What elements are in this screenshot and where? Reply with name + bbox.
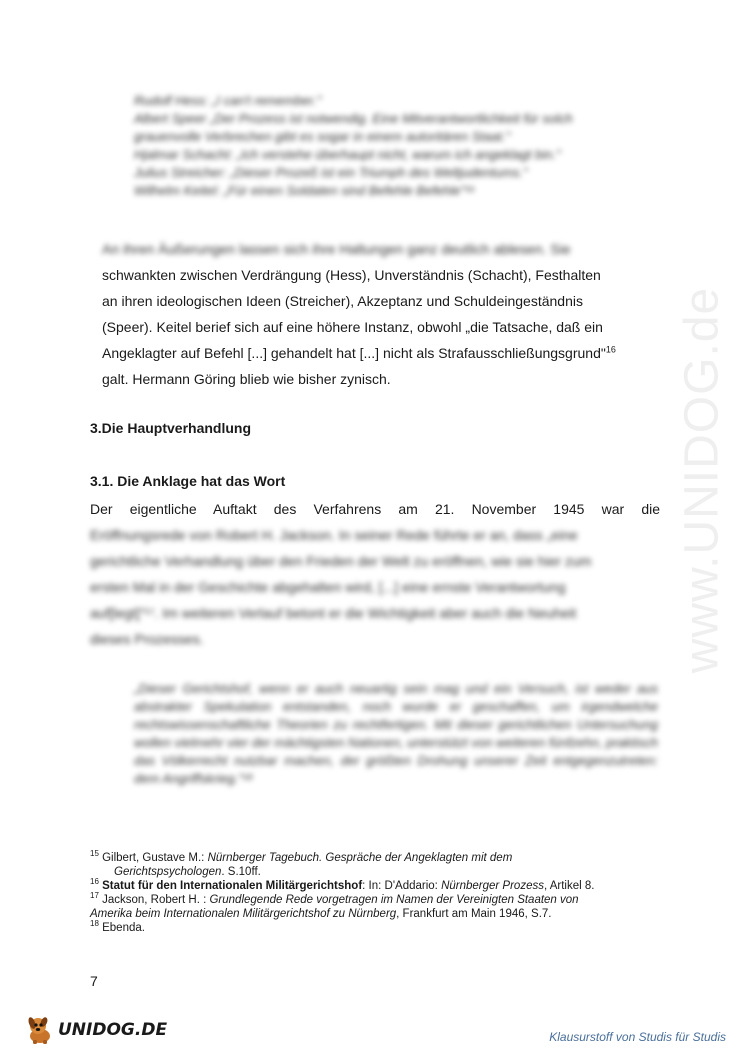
quote-line: Albert Speer „Der Prozess ist notwendig. Eine Mitverantwortlichkeit für solch <box>134 111 573 126</box>
unidog-logo[interactable] <box>24 1012 167 1048</box>
footnote-author: Gilbert, Gustave M.: <box>102 852 208 864</box>
footnote-number: 15 <box>90 849 99 859</box>
section-heading: 3.Die Hauptverhandlung <box>90 420 252 436</box>
footnote-15 <box>90 851 650 879</box>
paragraph-line: an ihren ideologischen Ideen (Streicher), Akzeptanz und Schuldeingeständnis <box>102 293 583 309</box>
paragraph-line: Der eigentliche Auftakt des Verfahrens am 21. November 1945 war die <box>90 501 660 517</box>
logo-text: UNIDOG.DE <box>58 1020 168 1040</box>
subsection-heading: 3.1. Die Anklage hat das Wort <box>90 473 286 489</box>
footnotes <box>90 851 650 935</box>
page-number: 7 <box>90 973 98 989</box>
blurred-quote-block <box>134 92 654 200</box>
footnote-number: 16 <box>90 877 99 887</box>
footer-slogan: Klausurstoff von Studis für Studis <box>549 1030 726 1044</box>
paragraph-line: galt. Hermann Göring blieb wie bisher zynisch. <box>102 371 391 387</box>
blurred-paragraph-block <box>90 522 660 652</box>
paragraph-line-blurred: An ihren Äußerungen lassen sich ihre Haltungen ganz deutlich ablesen. Sie <box>102 241 571 257</box>
quote-line: Rudolf Hess: „I can't remember." <box>134 93 322 108</box>
footnote-rest: . S.10ff. <box>221 866 261 878</box>
blurred-block-quote: „Dieser Gerichtshof, wenn er auch neuartig sein mag und ein Versuch, ist weder aus abstrakter Spekulation entstanden, noch wurde er geschaffen, um irgendwelche rechtswissenschaftliche Theorien zu rechtfertigen. Mit dieser gerichtlichen Untersuchung wollen vielmehr vier der mächtigsten Nationen, unterstützt von weiteren fünfzehn, praktisch das Völkerrecht nutzbar machen, der größten Drohung unserer Zeit entgegenzutreten: dem Angriffskrieg."¹⁸ <box>134 681 658 786</box>
footnote-18 <box>90 921 650 935</box>
footnote-number: 17 <box>90 891 99 901</box>
paragraph-line-blurred: auf[legt]"¹⁷. Im weiteren Verlauf betont er die Wichtigkeit aber auch die Neuheit <box>90 605 577 621</box>
paragraph-line-blurred: dieses Prozesses. <box>90 631 204 647</box>
footnote-text: Ebenda. <box>102 922 145 934</box>
footnote-17 <box>90 893 650 921</box>
watermark: www.UNIDOG.de <box>675 286 729 674</box>
footnote-title: Nürnberger Tagebuch. Gespräche der Angeklagten mit dem <box>207 852 513 864</box>
paragraph-line-blurred: Eröffnungsrede von Robert H. Jackson. In seiner Rede führte er an, dass „eine <box>90 527 578 543</box>
footnote-16 <box>90 879 650 893</box>
footnote-middle: : In: D'Addario: <box>362 880 442 892</box>
footnote-number: 18 <box>90 919 99 929</box>
footnote-rest: , Frankfurt am Main 1946, S.7. <box>396 908 552 920</box>
paragraph-line-text: Angeklagter auf Befehl [...] gehandelt hat [...] nicht als Strafausschließungsgrund" <box>102 345 606 361</box>
footnote-title-cont: Gerichtspsychologen <box>114 866 222 878</box>
footnote-ref[interactable]: 16 <box>605 344 616 355</box>
paragraph-line-blurred: ersten Mal in der Geschichte abgehalten wird, [...] eine ernste Verantwortung <box>90 579 566 595</box>
footnote-title: Grundlegende Rede vorgetragen im Namen der Vereinigten Staaten von <box>209 894 579 906</box>
paragraph-line: schwankten zwischen Verdrängung (Hess), Unverständnis (Schacht), Festhalten <box>102 267 601 283</box>
footnote-rest: , Artikel 8. <box>543 880 595 892</box>
paragraph-line-blurred: gerichtliche Verhandlung über den Frieden der Welt zu eröffnen, wie sie hier zum <box>90 553 592 569</box>
footnote-title: Nürnberger Prozess <box>441 880 544 892</box>
quote-line: Hjalmar Schacht: „Ich verstehe überhaupt nicht, warum ich angeklagt bin." <box>134 147 561 162</box>
footnote-bold: Statut für den Internationalen Militärgerichtshof <box>102 880 363 892</box>
quote-line: Julius Streicher: „Dieser Prozeß ist ein Triumph des Weltjudentums." <box>134 165 528 180</box>
quote-line: Wilhelm Keitel: „Für einen Soldaten sind Befehle Befehle"¹⁵ <box>134 183 475 198</box>
paragraph-indictment <box>90 496 660 652</box>
quote-line: grauenvolle Verbrechen gibt es sogar in einem autoritären Staat." <box>134 129 511 144</box>
paragraph-attitudes <box>102 236 658 392</box>
footnote-author: Jackson, Robert H. : <box>102 894 210 906</box>
paragraph-line <box>102 340 658 366</box>
paragraph-line: (Speer). Keitel berief sich auf eine höhere Instanz, obwohl „die Tatsache, daß ein <box>102 319 603 335</box>
footnote-title-cont: Amerika beim Internationalen Militärgerichtshof zu Nürnberg <box>90 908 397 920</box>
dog-mascot-icon <box>24 1014 56 1046</box>
